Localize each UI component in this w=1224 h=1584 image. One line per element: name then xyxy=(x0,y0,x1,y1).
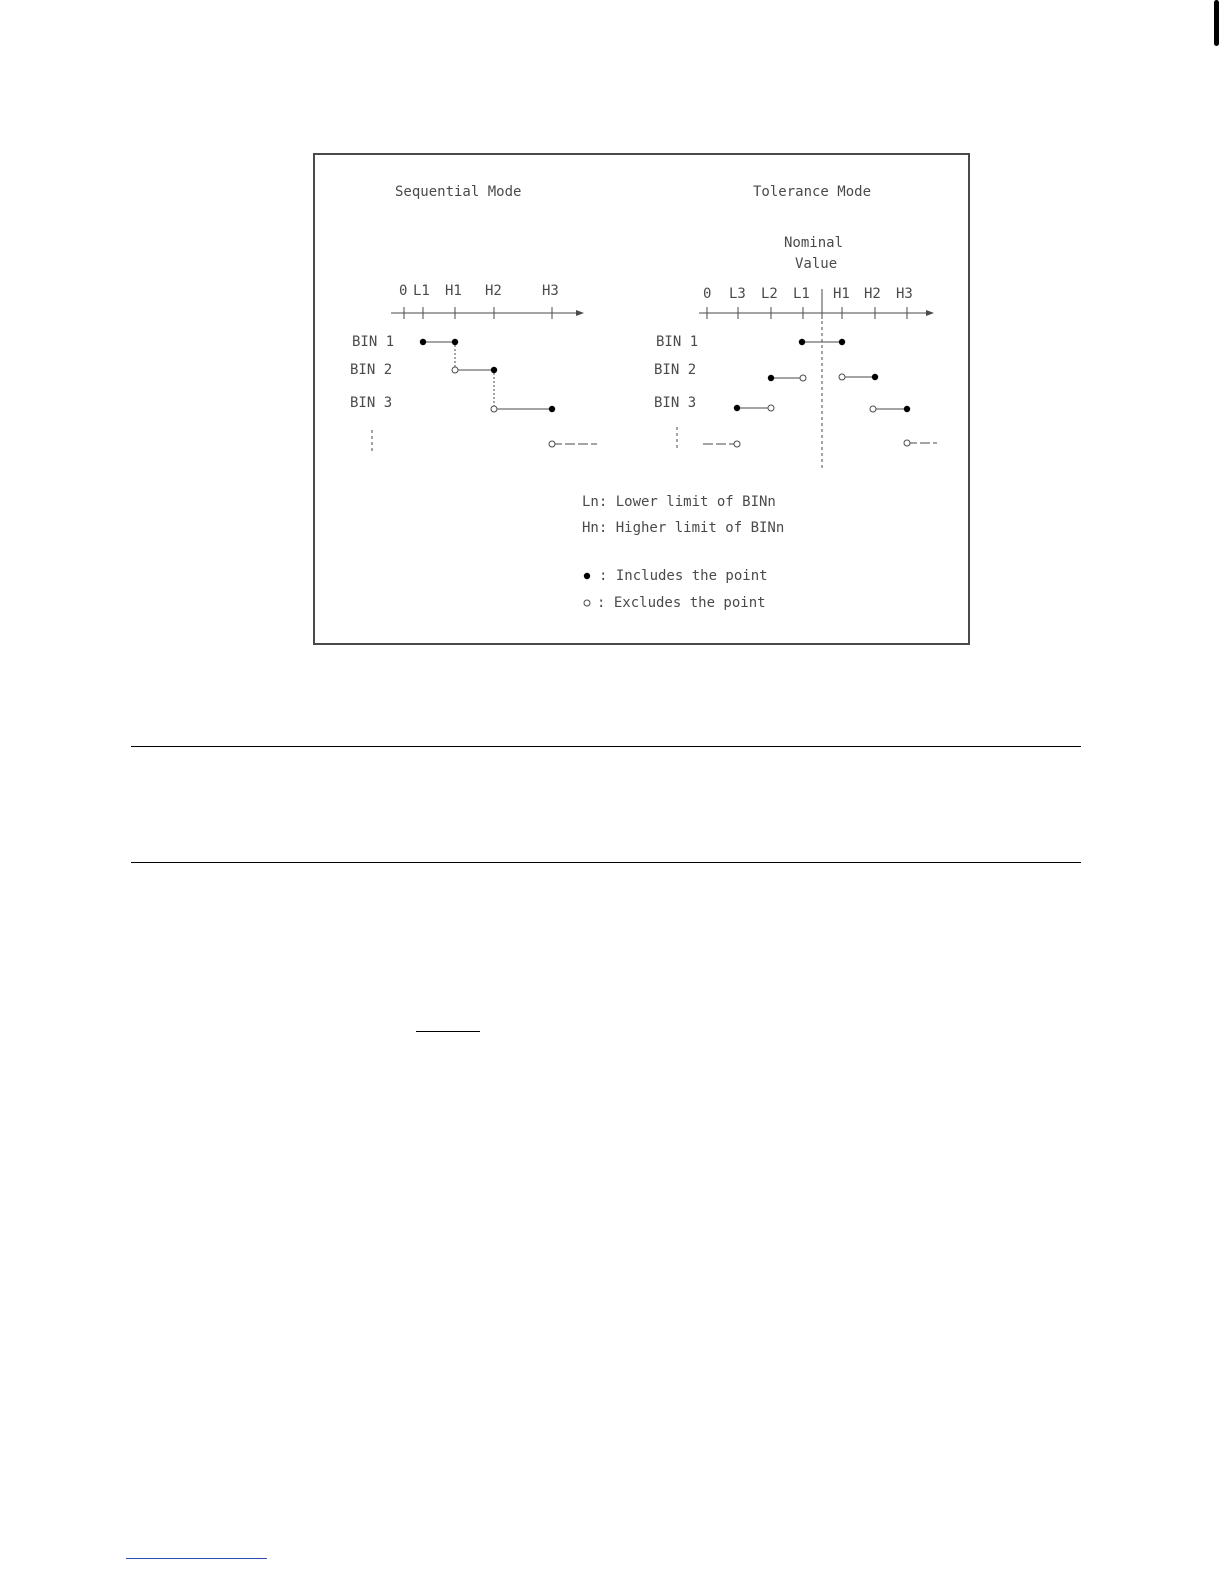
tol-point-filled xyxy=(734,405,740,411)
tol-point-filled xyxy=(799,339,805,345)
seq-point-open xyxy=(549,441,555,447)
horizontal-rule xyxy=(131,746,1081,747)
tol-bin-1-label: BIN 1 xyxy=(656,334,699,350)
seq-point-open xyxy=(491,406,497,412)
tol-point-open xyxy=(870,406,876,412)
seq-point-filled xyxy=(549,406,555,412)
tol-bin-2-label: BIN 2 xyxy=(654,362,697,378)
tol-tick-l1: L1 xyxy=(793,286,810,302)
tol-point-filled xyxy=(904,406,910,412)
legend-includes: : Includes the point xyxy=(599,568,768,584)
tol-tick-h1: H1 xyxy=(833,286,850,302)
seq-point-filled xyxy=(491,367,497,373)
seq-bin-2-label: BIN 2 xyxy=(350,362,393,378)
tol-tick-h2: H2 xyxy=(864,286,881,302)
legend-excludes: : Excludes the point xyxy=(597,595,766,611)
seq-tick-0: 0 xyxy=(399,283,408,299)
tol-tick-l2: L2 xyxy=(761,286,778,302)
seq-tick-h1: H1 xyxy=(445,283,462,299)
seq-bin-3-label: BIN 3 xyxy=(350,395,393,411)
underline-mark xyxy=(416,1031,480,1032)
nominal-label-line-1: Nominal xyxy=(784,235,844,251)
legend-hn: Hn: Higher limit of BINn xyxy=(582,520,785,536)
tol-point-filled xyxy=(872,374,878,380)
seq-point-filled xyxy=(452,339,458,345)
tol-point-open xyxy=(904,440,910,446)
legend-open-point xyxy=(584,600,590,606)
tol-point-filled xyxy=(839,339,845,345)
sequential-bins xyxy=(372,342,597,453)
tol-tick-h3: H3 xyxy=(896,286,913,302)
tol-point-open xyxy=(768,405,774,411)
bin-limits-diagram xyxy=(315,155,968,643)
tol-point-open xyxy=(734,441,740,447)
tol-tick-0: 0 xyxy=(703,286,712,302)
legend-ln: Ln: Lower limit of BINn xyxy=(582,494,776,510)
sequential-points xyxy=(420,339,555,447)
tol-point-open xyxy=(839,374,845,380)
seq-point-open xyxy=(452,367,458,373)
sequential-title: Sequential Mode xyxy=(395,184,522,200)
footer-link-underline[interactable] xyxy=(126,1558,267,1559)
tol-bin-3-label: BIN 3 xyxy=(654,395,697,411)
bin-limits-figure xyxy=(313,153,970,645)
tolerance-bins xyxy=(677,342,937,449)
tol-point-filled xyxy=(768,375,774,381)
tol-tick-l3: L3 xyxy=(729,286,746,302)
seq-tick-h3: H3 xyxy=(542,283,559,299)
page-edge-mark xyxy=(1214,0,1219,46)
tol-point-open xyxy=(800,375,806,381)
seq-bin-1-label: BIN 1 xyxy=(352,334,395,350)
seq-point-filled xyxy=(420,339,426,345)
horizontal-rule xyxy=(131,862,1081,863)
seq-tick-l1: L1 xyxy=(413,283,430,299)
legend-filled-point xyxy=(584,573,590,579)
tolerance-title: Tolerance Mode xyxy=(753,184,872,200)
seq-tick-h2: H2 xyxy=(485,283,502,299)
nominal-label-line-2: Value xyxy=(795,256,838,272)
